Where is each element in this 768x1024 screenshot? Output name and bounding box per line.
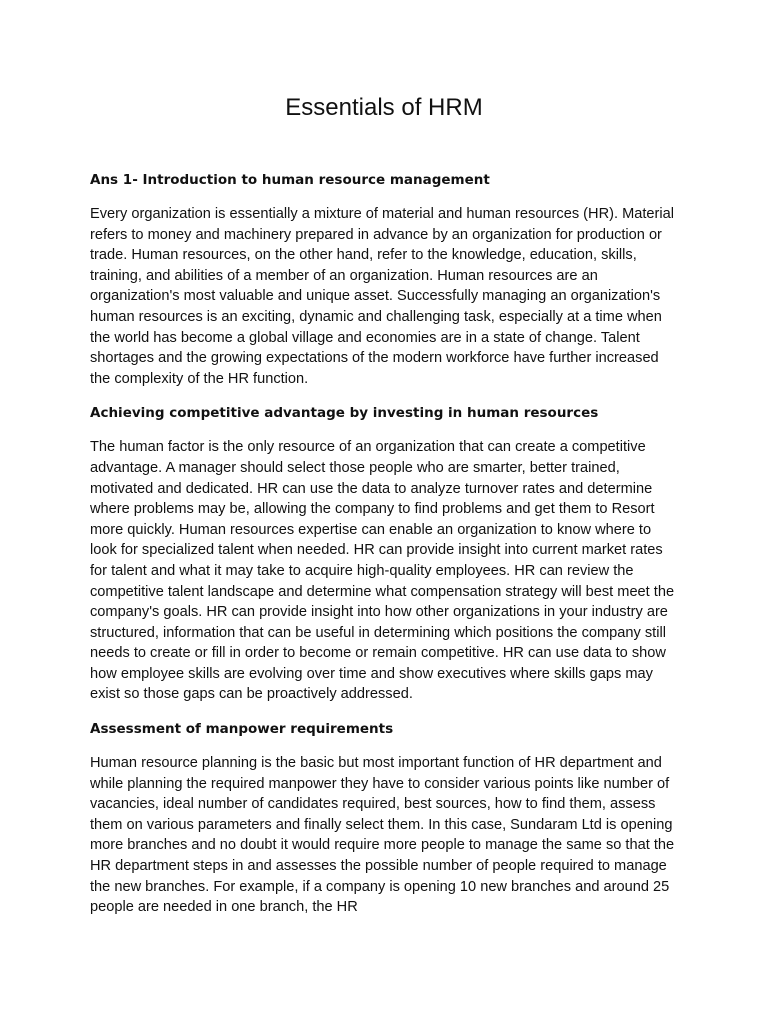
section-heading: Achieving competitive advantage by investing in human resources	[90, 405, 599, 422]
section-heading: Ans 1- Introduction to human resource management	[90, 172, 490, 188]
section-paragraph: The human factor is the only resource of an organization that can create a competitive advantage. A manager should select those people who are smarter, better trained, motivated and dedicated. HR can use the data to analyze turnover rates and determine where problems may be, allowing the company to find problems and get them to Resort more quickly. Human resources expertise can enable an organization to know where to look for specialized talent when needed. HR can provide insight into current market rates for talent and what it may take to acquire high-quality employees. HR can review the competitive talent landscape and determine what compensation strategy will best meet the company's goals. HR can provide insight into how other organizations in your industry are structured, information that can be useful in determining which positions the company still needs to create or fill in order to become or remain competitive. HR can use data to show how employee skills are evolving over time and show executives where skills gaps may exist so those gaps can be proactively addressed.	[90, 439, 675, 703]
section-paragraph: Every organization is essentially a mixture of material and human resources (HR). Material refers to money and machinery prepared in advance by an organization for production or trade. Human resources, on the other hand, refer to the knowledge, education, skills, training, and abilities of a member of an organization. Human resources are an organization's most valuable and unique asset. Successfully managing an organization's human resources is an exciting, dynamic and challenging task, especially at a time when the world has become a global village and economies are in a state of change. Talent shortages and the growing expectations of the modern workforce have further increased the complexity of the HR function.	[90, 206, 674, 387]
section-paragraph: Human resource planning is the basic but most important function of HR department and while planning the required manpower they have to consider various points like number of vacancies, ideal number of candidates required, best sources, how to find them, assess them on various parameters and finally select them. In this case, Sundaram Ltd is opening more branches and no doubt it would require more people to manage the same so that the HR department steps in and assesses the possible number of people required to manage the new branches. For example, if a company is opening 10 new branches and around 25 people are needed in one branch, the HR	[90, 755, 675, 916]
section-heading: Assessment of manpower requirements	[90, 721, 394, 738]
section-manpower-requirements	[90, 719, 678, 918]
document-title: Essentials of HRM	[285, 94, 483, 121]
section-competitive-advantage	[90, 403, 678, 705]
section-introduction	[90, 170, 678, 389]
